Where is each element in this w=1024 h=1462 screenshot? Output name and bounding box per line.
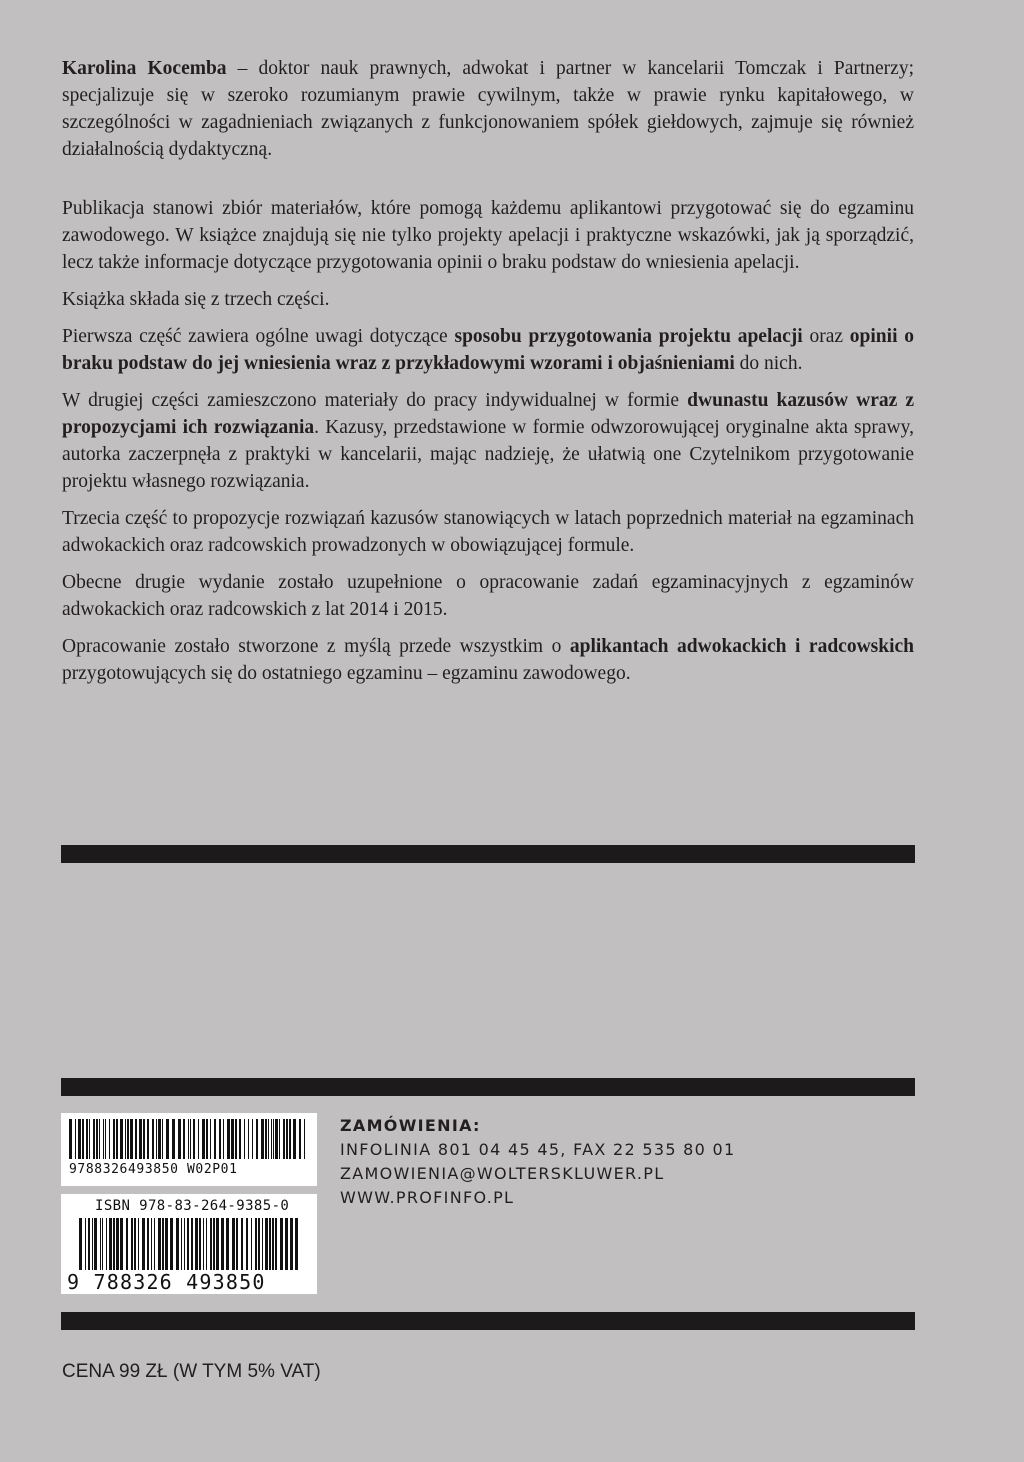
barcode-stripe — [248, 1119, 249, 1159]
barcode-stripe — [183, 1119, 185, 1159]
barcode-stripe — [261, 1119, 264, 1159]
barcode-stripe — [93, 1119, 95, 1159]
barcode-stripe — [109, 1218, 112, 1270]
p3-text-c: oraz — [802, 326, 850, 347]
barcode-stripe — [139, 1119, 142, 1159]
barcode-stripe — [178, 1119, 181, 1159]
barcode-stripe — [221, 1218, 224, 1270]
barcode-stripe — [231, 1119, 234, 1159]
p3-text-a: Pierwsza część zawiera ogólne uwagi dotyczące — [62, 326, 455, 347]
barcode-stripe — [100, 1218, 101, 1270]
barcode-stripe — [85, 1218, 86, 1270]
barcode-stripe — [109, 1119, 110, 1159]
orders-info — [340, 1114, 735, 1210]
barcode-stripe — [130, 1119, 133, 1159]
barcode-stripe — [147, 1218, 149, 1270]
barcode-stripe — [181, 1218, 182, 1270]
divider-rule-middle — [61, 1078, 915, 1096]
description-paragraph-1: Publikacja stanowi zbiór materiałów, które pomogą każdemu aplikantowi przygotować się do egzaminu zawodowego. W książce znajdują się nie tylko projekty apelacji i praktyczne wskazówki, jak ją sporządzić, lecz także informacje dotyczące przygotowania opinii o braku podstaw do wniesienia apelacji. — [62, 198, 914, 273]
barcode-stripe — [232, 1218, 235, 1270]
barcode-stripe — [235, 1119, 237, 1159]
isbn-barcode — [61, 1194, 317, 1294]
barcode-stripe — [283, 1119, 285, 1159]
isbn-text: ISBN 978-83-264-9385-0 — [95, 1198, 290, 1214]
barcode-stripe — [75, 1119, 76, 1159]
description-paragraph-3 — [62, 323, 914, 377]
description-paragraph-4 — [62, 387, 914, 495]
barcode-stripe — [206, 1119, 208, 1159]
barcode-stripe — [162, 1218, 164, 1270]
barcode-stripe — [162, 1119, 163, 1159]
barcode-stripe — [131, 1218, 133, 1270]
p4-bold-b: dwunastu kazusów wraz z propozycjami ich rozwiązania — [62, 390, 915, 438]
barcode-stripe — [265, 1119, 267, 1159]
barcode-stripe — [165, 1218, 168, 1270]
barcode-stripe — [256, 1119, 258, 1159]
barcode-stripe — [125, 1119, 126, 1159]
barcode-stripe — [241, 1218, 243, 1270]
p3-bold-b: sposobu przygotowania projektu apelacji — [454, 326, 803, 347]
author-bio-text: – doktor nauk prawnych, adwokat i partner w kancelarii Tomczak i Partnerzy; specjalizuje się w szeroko rozumianym prawie cywilnym, także w prawie rynku kapitałowego, w szczególności w zagadnieniach związanych z funkcjonowaniem spółek giełdowych, zajmuje się również działalnością dydaktyczną. — [62, 58, 914, 160]
barcode-stripe — [275, 1218, 277, 1270]
barcode-stripe — [203, 1218, 204, 1270]
barcode-stripe — [206, 1218, 207, 1270]
barcode-stripe — [279, 1119, 280, 1159]
isbn-barcode-bars — [79, 1218, 301, 1270]
barcode-stripe — [69, 1119, 72, 1159]
barcode-stripe — [252, 1119, 253, 1159]
barcode-stripe — [106, 1218, 107, 1270]
barcode-stripe — [227, 1119, 230, 1159]
barcode-stripe — [187, 1218, 189, 1270]
orders-phone-fax: INFOLINIA 801 04 45 45, FAX 22 535 80 01 — [340, 1140, 736, 1159]
divider-rule-top — [61, 845, 915, 863]
barcode-stripe — [94, 1218, 97, 1270]
barcode-stripe — [172, 1119, 175, 1159]
barcode-stripe — [275, 1119, 278, 1159]
barcode-stripe — [170, 1218, 173, 1270]
barcode-stripe — [286, 1119, 288, 1159]
barcode-stripe — [190, 1119, 191, 1159]
barcode-stripe — [202, 1119, 205, 1159]
barcode-stripe — [88, 1218, 90, 1270]
barcode-stripe — [116, 1119, 118, 1159]
description-paragraph-7 — [62, 633, 914, 687]
barcode-stripe — [126, 1218, 128, 1270]
barcode-stripe — [223, 1119, 224, 1159]
author-bio — [62, 55, 914, 163]
p4-text-c: . Kazusy, przedstawione w formie odwzorowującej oryginalne akta sprawy, autorka zaczerpnęła z praktyki w kancelarii, mając nadzieję, że ułatwią one Czytelnikom przygotowanie projektu własnego rozwiązania. — [62, 417, 914, 492]
barcode-stripe — [120, 1218, 123, 1270]
barcode-stripe — [210, 1119, 211, 1159]
barcode-stripe — [268, 1119, 269, 1159]
product-barcode-bars — [69, 1119, 309, 1159]
barcode-stripe — [273, 1119, 274, 1159]
barcode-stripe — [127, 1119, 129, 1159]
barcode-stripe — [272, 1218, 274, 1270]
barcode-stripe — [258, 1218, 260, 1270]
p3-bold-d: opinii o braku podstaw do jej wniesienia wraz z przykładowymi wzorami i objaśnieniami — [62, 326, 915, 374]
barcode-stripe — [103, 1119, 104, 1159]
product-barcode — [61, 1113, 317, 1186]
barcode-stripe — [158, 1119, 161, 1159]
barcode-stripe — [246, 1218, 248, 1270]
description-paragraph-2: Książka składa się z trzech części. — [62, 289, 330, 310]
barcode-stripe — [219, 1119, 221, 1159]
barcode-stripe — [89, 1119, 90, 1159]
barcode-stripe — [142, 1218, 145, 1270]
barcode-stripe — [269, 1218, 271, 1270]
barcode-stripe — [143, 1119, 145, 1159]
barcode-stripe — [299, 1119, 301, 1159]
barcode-stripe — [138, 1218, 139, 1270]
barcode-stripe — [120, 1119, 123, 1159]
price-label: CENA 99 ZŁ (W TYM 5% VAT) — [62, 1361, 321, 1382]
barcode-stripe — [280, 1218, 283, 1270]
barcode-stripe — [265, 1218, 268, 1270]
orders-email: ZAMOWIENIA@WOLTERSKLUWER.PL — [340, 1164, 665, 1183]
barcode-stripe — [86, 1119, 88, 1159]
barcode-stripe — [198, 1119, 199, 1159]
barcode-stripe — [210, 1218, 212, 1270]
barcode-stripe — [135, 1119, 137, 1159]
description-paragraph-6: Obecne drugie wydanie zostało uzupełnione o opracowanie zadań egzaminacyjnych z egzaminów adwokackich oraz radcowskich z lat 2014 i 2015. — [62, 572, 914, 620]
barcode-stripe — [304, 1119, 305, 1159]
barcode-stripe — [226, 1218, 229, 1270]
barcode-stripe — [158, 1218, 161, 1270]
barcode-stripe — [193, 1119, 195, 1159]
barcode-stripe — [293, 1119, 296, 1159]
barcode-stripe — [79, 1218, 82, 1270]
barcode-stripe — [166, 1119, 169, 1159]
barcode-stripe — [92, 1218, 93, 1270]
barcode-stripe — [151, 1218, 152, 1270]
barcode-stripe — [213, 1218, 215, 1270]
barcode-stripe — [214, 1119, 216, 1159]
barcode-stripe — [102, 1218, 103, 1270]
barcode-stripe — [113, 1218, 115, 1270]
barcode-stripe — [147, 1119, 149, 1159]
barcode-stripe — [78, 1119, 81, 1159]
barcode-stripe — [195, 1218, 198, 1270]
barcode-stripe — [216, 1218, 219, 1270]
barcode-stripe — [199, 1218, 201, 1270]
barcode-stripe — [116, 1218, 119, 1270]
barcode-stripe — [255, 1218, 257, 1270]
barcode-stripe — [191, 1218, 193, 1270]
barcode-stripe — [239, 1119, 241, 1159]
barcode-stripe — [82, 1119, 84, 1159]
orders-website: WWW.PROFINFO.PL — [340, 1188, 515, 1207]
book-description — [62, 195, 914, 697]
p7-text-c: przygotowujących się do ostatniego egzaminu – egzaminu zawodowego. — [62, 663, 631, 684]
barcode-stripe — [154, 1218, 155, 1270]
ean-digits: 9 788326 493850 — [67, 1270, 266, 1294]
barcode-stripe — [176, 1218, 179, 1270]
barcode-stripe — [285, 1218, 288, 1270]
barcode-stripe — [188, 1119, 189, 1159]
divider-rule-bottom — [61, 1312, 915, 1330]
p4-text-a: W drugiej części zamieszczono materiały do pracy indywidualnej w formie — [62, 390, 688, 411]
barcode-stripe — [251, 1218, 252, 1270]
barcode-stripe — [156, 1119, 157, 1159]
barcode-stripe — [113, 1119, 115, 1159]
author-name: Karolina Kocemba — [62, 58, 227, 79]
barcode-stripe — [289, 1119, 291, 1159]
description-paragraph-5: Trzecia część to propozycje rozwiązań kazusów stanowiących w latach poprzednich materiał na egzaminach adwokackich oraz radcowskich prowadzonych w obowiązującej formule. — [62, 508, 914, 556]
barcode-stripe — [134, 1218, 136, 1270]
barcode-stripe — [105, 1119, 106, 1159]
barcode-stripe — [271, 1119, 272, 1159]
barcode-stripe — [295, 1218, 298, 1270]
p7-bold-b: aplikantach adwokackich i radcowskich — [569, 636, 915, 657]
p3-text-e: do nich. — [734, 353, 803, 374]
barcode-stripe — [290, 1218, 293, 1270]
barcode-stripe — [152, 1119, 154, 1159]
product-code-text: 9788326493850 W02P01 — [69, 1162, 238, 1177]
orders-heading: ZAMÓWIENIA: — [340, 1116, 481, 1135]
barcode-stripe — [99, 1119, 100, 1159]
barcode-stripe — [184, 1218, 185, 1270]
barcode-stripe — [262, 1218, 263, 1270]
barcode-stripe — [96, 1119, 98, 1159]
barcode-stripe — [236, 1218, 238, 1270]
barcode-stripe — [244, 1119, 245, 1159]
p7-text-a: Opracowanie zostało stworzone z myślą przede wszystkim o — [62, 636, 570, 657]
